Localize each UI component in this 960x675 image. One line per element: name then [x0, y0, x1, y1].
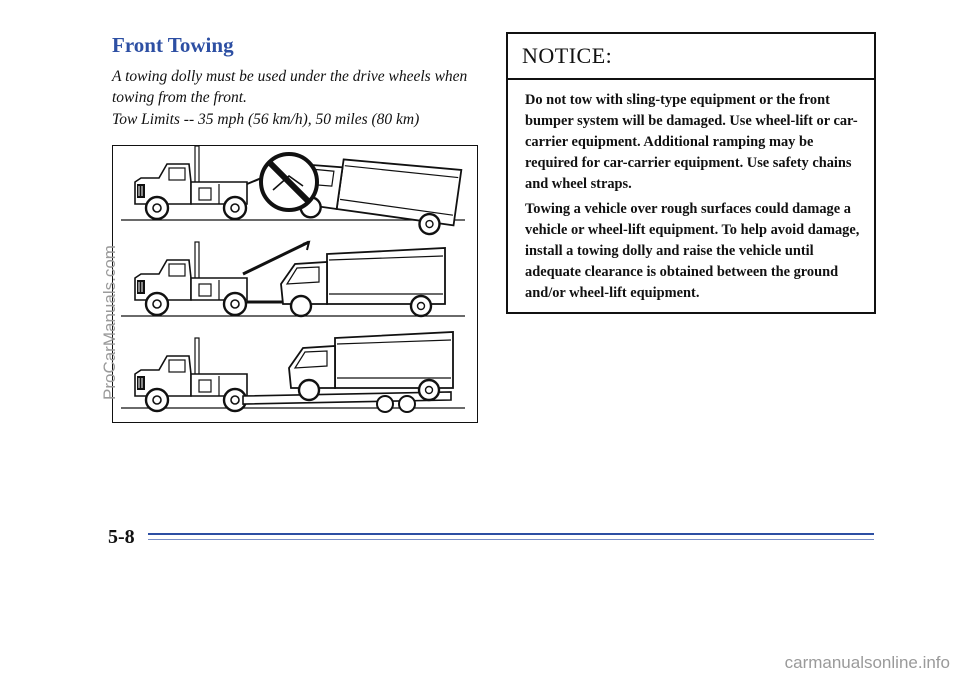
footer-site-text: carmanualsonline.info: [784, 653, 950, 672]
notice-paragraph: Towing a vehicle over rough surfaces could damage a vehicle or wheel-lift equipment. To help avoid damage, install a towing dolly and raise the vehicle until adequate clearance is obtained between the ground and/or wheel-lift equipment.: [525, 201, 860, 301]
no-symbol-icon: [261, 154, 317, 210]
tow-limits-text: Tow Limits -- 35 mph (56 km/h), 50 miles (80 km): [112, 111, 420, 128]
notice-title: NOTICE:: [508, 34, 874, 80]
section-heading: Front Towing: [112, 33, 234, 57]
footer-rule-thin: [148, 539, 874, 540]
page-number: 5-8: [108, 526, 135, 548]
watermark-text: [93, 170, 123, 400]
footer-rule: [148, 533, 874, 535]
towing-illustration: [112, 145, 478, 423]
wheel-lift-tow-panel: [121, 242, 465, 316]
notice-body: [508, 80, 874, 304]
notice-paragraph: Do not tow with sling-type equipment or the front bumper system will be damaged. Use wheel-lift or car-carrier equipment. Additional ramping may be required for car-carrier equipment. Use safety chains and wheel straps.: [525, 92, 858, 192]
prohibited-sling-tow-panel: [121, 146, 465, 237]
svg-text:ProCarManuals.com: ProCarManuals.com: [100, 245, 119, 400]
intro-text: A towing dolly must be used under the drive wheels when towing from the front.: [112, 68, 468, 106]
car-carrier-tow-panel: [121, 332, 465, 412]
notice-box: [506, 32, 876, 314]
